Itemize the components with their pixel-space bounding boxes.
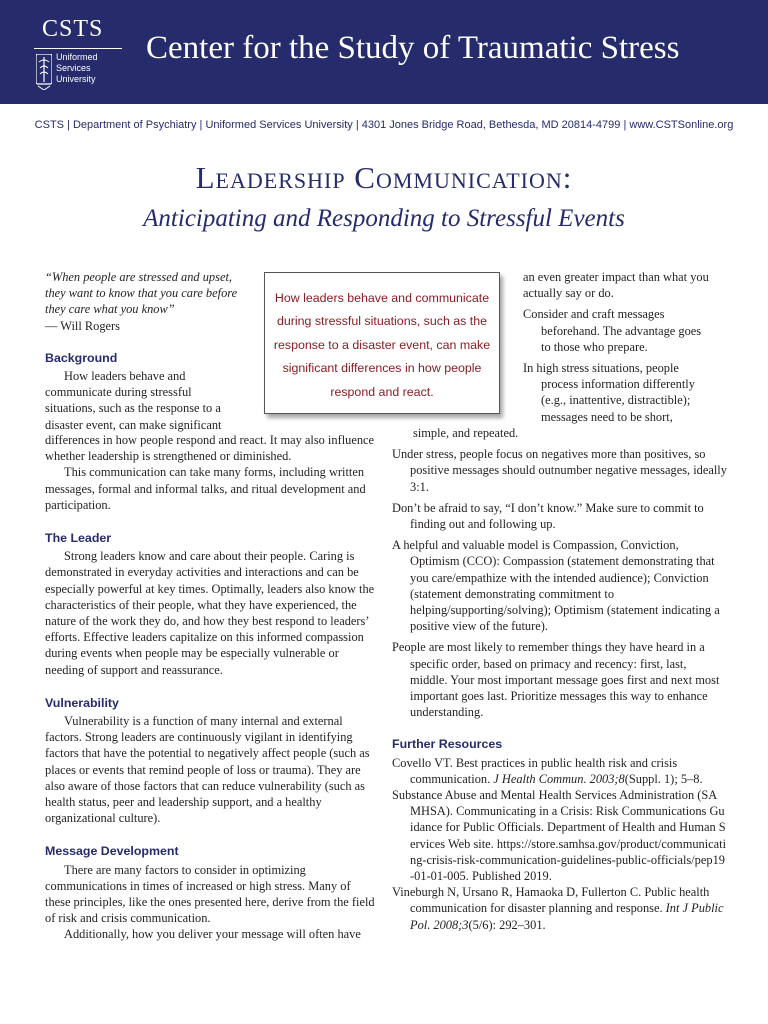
quote-line: they care what you know”	[45, 302, 175, 317]
reference-journal: J Health Commun. 2003;8	[493, 771, 625, 786]
message-development-para-2: Additionally, how you deliver your message will often have	[64, 927, 361, 942]
reference-item	[392, 787, 727, 884]
text-line: situations, such as the response to a	[45, 401, 221, 416]
callout-line: respond and react.	[330, 384, 434, 399]
reference-text: Vineburgh N, Ursano R, Hamaoka D, Fullerton C. Public health communication for disaster planning and response.	[392, 885, 710, 916]
text-line: beforehand. The advantage goes	[541, 323, 702, 338]
text-line: to those who prepare.	[541, 339, 648, 354]
text-line: simple, and repeated.	[413, 426, 519, 440]
right-column-top	[523, 269, 758, 425]
logo-divider	[34, 48, 122, 49]
reference-journal: Int J Public Pol. 2008;3	[410, 901, 724, 932]
bullet-text: People are most likely to remember things they have heard in a specific order, based on primacy and recency: first, last, middle. Your most important message goes first and next most important goes last. Prioritize messages this way to enhance understanding.	[392, 640, 720, 720]
page-subtitle: Anticipating and Responding to Stressful Events	[143, 205, 625, 232]
quote-line: “When people are stressed and upset,	[45, 270, 232, 284]
logo-line: Services	[56, 63, 91, 73]
callout-line: during stressful situations, such as the	[276, 314, 488, 329]
callout-line: significant differences in how people	[282, 361, 482, 376]
text-line: actually say or do.	[523, 286, 614, 301]
bullet-text: Don’t be afraid to say, “I don’t know.” Make sure to commit to finding out and following up.	[392, 500, 704, 532]
bullet-text: A helpful and valuable model is Compassion, Conviction, Optimism (CCO): Compassion (statement demonstrating that you care/empathize with the intended audience); Conviction (statement demonstrating commitment to helping/supporting/solving); Optimism (statement indicating a positive view of the future).	[392, 538, 720, 634]
text-line: (e.g., inattentive, distractible);	[541, 393, 691, 408]
background-heading: Background	[45, 350, 118, 365]
text-line: How leaders behave and	[64, 369, 186, 384]
header-title: Center for the Study of Traumatic Stress	[146, 30, 680, 66]
quote-line: they want to know that you care before	[45, 286, 238, 301]
leader-heading: The Leader	[45, 531, 112, 546]
left-column-bottom	[45, 432, 377, 943]
opening-quote	[45, 269, 265, 318]
page-title: Leadership Communication:	[195, 160, 573, 195]
quote-author: — Will Rogers	[45, 318, 120, 333]
reference-text: Covello VT. Best practices in public health risk and crisis communication.	[392, 755, 678, 786]
contact-line: CSTS | Department of Psychiatry | Uniformed Services University | 4301 Jones Bridge Road, Bethesda, MD 20814-4799 | www.CSTSonline.org	[34, 119, 734, 131]
vulnerability-para: Vulnerability is a function of many internal and external factors. Strong leaders are continuously vigilant in identifying factors that have the potential to negatively affect people (such as places or events that remind people of loss or trauma). They are also aware of those factors that can reduce vulnerability (such as health status, peer and leadership support, and a healthy organizational culture).	[45, 714, 370, 826]
vulnerability-heading: Vulnerability	[45, 695, 119, 710]
header-banner	[0, 0, 768, 104]
logo-line: University	[56, 74, 96, 84]
background-para-1-start	[45, 368, 265, 433]
message-development-heading: Message Development	[45, 844, 179, 859]
bullet-item	[392, 639, 727, 720]
left-column-top	[45, 269, 265, 433]
background-para-1-end: differences in how people respond and react. It may also influence whether leadership is strengthened or diminished.	[45, 433, 375, 464]
reference-item	[392, 755, 727, 787]
bullet-item	[392, 537, 727, 634]
bullet-item	[523, 306, 758, 355]
reference-tail: (5/6): 292–301.	[468, 917, 546, 932]
callout-line: response to a disaster event, can make	[273, 337, 491, 352]
reference-tail: (Suppl. 1); 5–8.	[624, 771, 703, 786]
text-line: disaster event, can make significant	[45, 417, 222, 432]
background-para-2: This communication can take many forms, including written messages, formal and informal talks, and ritual development and participation.	[45, 465, 366, 512]
logo-line: Uniformed	[56, 52, 98, 62]
right-column-bottom	[392, 425, 727, 933]
text-line: communicate during stressful	[45, 385, 192, 400]
bullet-item	[523, 360, 758, 425]
further-resources-heading: Further Resources	[392, 737, 503, 752]
caduceus-icon	[36, 54, 52, 90]
bullet-text: Under stress, people focus on negatives more than positives, so positive messages should outnumber negative messages, ideally 3:1.	[392, 447, 727, 494]
logo-title: CSTS	[42, 16, 104, 42]
text-line: an even greater impact than what you	[523, 270, 709, 284]
text-line: In high stress situations, people	[523, 361, 679, 376]
text-line: process information differently	[541, 377, 695, 392]
bullet-item	[392, 446, 727, 495]
text-line: Consider and craft messages	[523, 307, 665, 322]
bullet-item	[392, 500, 727, 532]
csts-logo	[30, 14, 130, 92]
leader-para: Strong leaders know and care about their people. Caring is demonstrated in everyday activities and interactions and can be especially powerful at key times. Optimally, leaders also know the characteristics of their people, what they have experienced, the nature of the work they do, and how they best respond to leaders’ efforts. Effective leaders capitalize on this informed compassion during events when people may be especially vulnerable or needing of support and reassurance.	[45, 549, 375, 677]
reference-text: Substance Abuse and Mental Health Services Administration (SAMHSA). Communicating in a Crisis: Risk Communications Guidance for Public Officials. Department of Health and Human Services Web site. https://store.samhsa.gov/product/communicating-crisis-risk-communication-guidelines-public-officials/pep19-01-01-005. Published 2019.	[392, 788, 727, 884]
callout-line: How leaders behave and communicate	[274, 291, 490, 305]
message-development-para-1: There are many factors to consider in optimizing communications in times of increased or high stress. Many of these principles, like the ones presented here, derive from the field of risk and crisis communication.	[45, 862, 375, 926]
reference-item	[392, 884, 727, 933]
text-line: messages need to be short,	[541, 409, 673, 424]
logo-subtitle	[56, 52, 98, 85]
callout-box	[264, 272, 500, 414]
